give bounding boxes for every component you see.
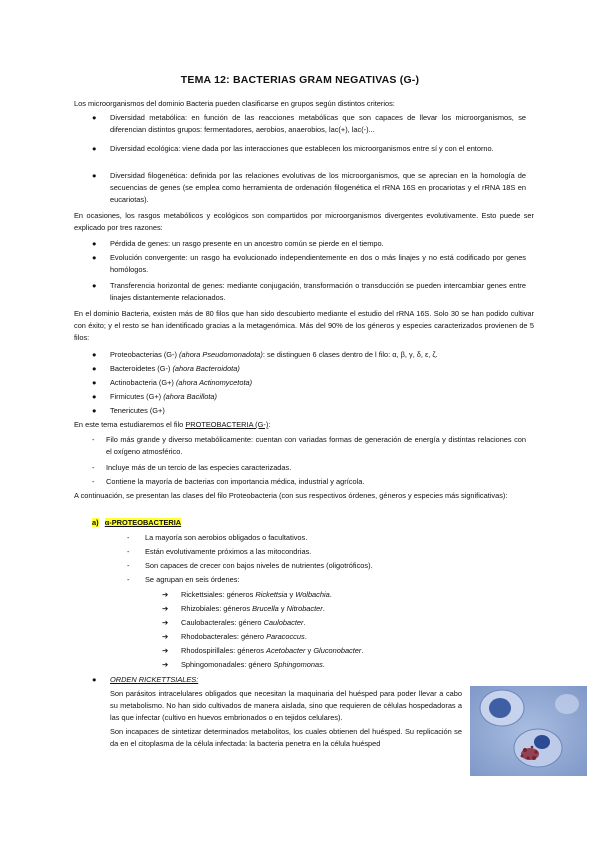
intro-paragraph: Los microorganismos del dominio Bacteria pueden clasificarse en grupos según distintos criterios:: [74, 99, 395, 108]
rickettsiales-paragraph: Son incapaces de sintetizar determinados metabolitos, los cuales obtienen del huésped. Su replicación se da en el citoplasma de la célula infectada: la bacteria penetra en la célula huésped: [110, 727, 462, 749]
feature-item: Contiene la mayoría de bacterias con importancia médica, industrial y agrícola.: [106, 477, 365, 486]
bullet-icon: ●: [92, 364, 97, 373]
bullet-icon: ●: [92, 171, 97, 180]
criteria-item: Diversidad ecológica: viene dada por las interacciones que establecen los microorganismos entre sí y con el entorno.: [110, 144, 494, 153]
criteria-item: Diversidad filogenética: definida por las relaciones evolutivas de los microorganismos, que se aprecian en la homología de secuencias de genes (se emplea como herramienta de ordenación filogenética el rRNA 16S en procariotas y el rRNA 18S en eucariotas).: [110, 171, 526, 205]
alpha-point: Están evolutivamente próximos a las mitocondrias.: [145, 547, 312, 556]
phylum-item: Proteobacterias (G-) (ahora Pseudomonadota): se distinguen 6 clases dentro de l filo: α, β, γ, δ, ε, ζ.: [110, 350, 438, 359]
criteria-item: Diversidad metabólica: en función de las reacciones metabólicas que son capaces de llevar los microorganismos, se diferencian distintos grupos: fermentadores, aerobios, anaerobios, lac(+), lac(-)...: [110, 113, 526, 135]
order-item: Rickettsiales: géneros Rickettsia y Wolbachia.: [181, 590, 332, 599]
arrow-right-icon: ➔: [162, 646, 169, 655]
paragraph-phyla-intro: En el dominio Bacteria, existen más de 80 filos que han sido descubierto mediante el estudio del rRNA 16S. Solo 30 se han podido cultivar con éxito; y el resto se han identificado gracias a la metagenómica. Más del 90% de los géneros y especies caracterizados provienen de 5 filos:: [74, 309, 534, 343]
rickettsia-micrograph-image: [470, 686, 587, 776]
reason-item: Pérdida de genes: un rasgo presente en un ancestro común se pierde en el tiempo.: [110, 239, 384, 248]
bullet-icon: ●: [92, 281, 97, 290]
order-heading: ORDEN RICKETTSIALES:: [110, 675, 199, 684]
bullet-icon: ●: [92, 378, 97, 387]
page-title: TEMA 12: BACTERIAS GRAM NEGATIVAS (G-): [180, 74, 420, 86]
arrow-right-icon: ➔: [162, 618, 169, 627]
reason-item: Evolución convergente: un rasgo ha evolucionado independientemente en dos o más linajes y no está codificado por genes homólogos.: [110, 253, 526, 275]
dash-icon: -: [127, 547, 130, 556]
bullet-icon: ●: [92, 406, 97, 415]
rickettsiales-paragraph: Son parásitos intracelulares obligados que necesitan la maquinaria del huésped para poder llevar a cabo su metabolismo. No han sido cultivados de manera aislada, sino que requieren de células hospedadoras a las que infectar (cultivo en huevos embrionados o en tejidos celulares).: [110, 689, 462, 723]
order-item: Rhodobacterales: género Paracoccus.: [181, 632, 307, 641]
paragraph-reasons-intro: En ocasiones, los rasgos metabólicos y ecológicos son compartidos por microorganismos divergentes evolutivamente. Esto puede ser explicado por tres razones:: [74, 211, 534, 233]
phylum-item: Actinobacteria (G+) (ahora Actinomycetota): [110, 378, 253, 387]
bullet-icon: ●: [92, 253, 97, 262]
dash-icon: -: [92, 463, 95, 472]
alpha-point: Se agrupan en seis órdenes:: [145, 575, 240, 584]
bullet-icon: ●: [92, 350, 97, 359]
order-item: Caulobacterales: género Caulobacter.: [181, 618, 306, 627]
section-heading: a) α-PROTEOBACTERIA: [92, 518, 182, 527]
phylum-item: Bacteroidetes (G-) (ahora Bacteroidota): [110, 364, 240, 373]
bullet-icon: ●: [92, 392, 97, 401]
paragraph-focus: En este tema estudiaremos el filo PROTEOBACTERIA (G-):: [74, 420, 271, 429]
dash-icon: -: [92, 435, 95, 444]
phylum-item: Firmicutes (G+) (ahora Bacillota): [110, 392, 218, 401]
micrograph-svg: [470, 686, 587, 776]
dash-icon: -: [127, 533, 130, 542]
alpha-point: Son capaces de crecer con bajos niveles de nutrientes (oligotróficos).: [145, 561, 373, 570]
dash-icon: -: [92, 477, 95, 486]
dash-icon: -: [127, 575, 130, 584]
paragraph-classes-intro: A continuación, se presentan las clases del filo Proteobacteria (con sus respectivos órdenes, géneros y especies más significativas):: [74, 491, 508, 500]
arrow-right-icon: ➔: [162, 632, 169, 641]
reason-item: Transferencia horizontal de genes: mediante conjugación, transformación o transducción se pueden intercambiar genes entre linajes distantemente relacionados.: [110, 281, 526, 303]
bullet-icon: ●: [92, 113, 97, 122]
dash-icon: -: [127, 561, 130, 570]
order-item: Rhizobiales: géneros Brucella y Nitrobacter.: [181, 604, 325, 613]
arrow-right-icon: ➔: [162, 590, 169, 599]
order-item: Rhodospirillales: géneros Acetobacter y Gluconobacter.: [181, 646, 364, 655]
arrow-right-icon: ➔: [162, 660, 169, 669]
arrow-right-icon: ➔: [162, 604, 169, 613]
order-item: Sphingomonadales: género Sphingomonas.: [181, 660, 325, 669]
bullet-icon: ●: [92, 239, 97, 248]
feature-item: Incluye más de un tercio de las especies caracterizadas.: [106, 463, 292, 472]
feature-item: Filo más grande y diverso metabólicamente: cuentan con variadas formas de generación de energía y distintas relaciones con el oxígeno atmosférico.: [106, 435, 526, 457]
bullet-icon: ●: [92, 144, 97, 153]
alpha-point: La mayoría son aerobios obligados o facultativos.: [145, 533, 308, 542]
bullet-icon: ●: [92, 675, 97, 684]
phylum-item: Tenericutes (G+): [110, 406, 165, 415]
